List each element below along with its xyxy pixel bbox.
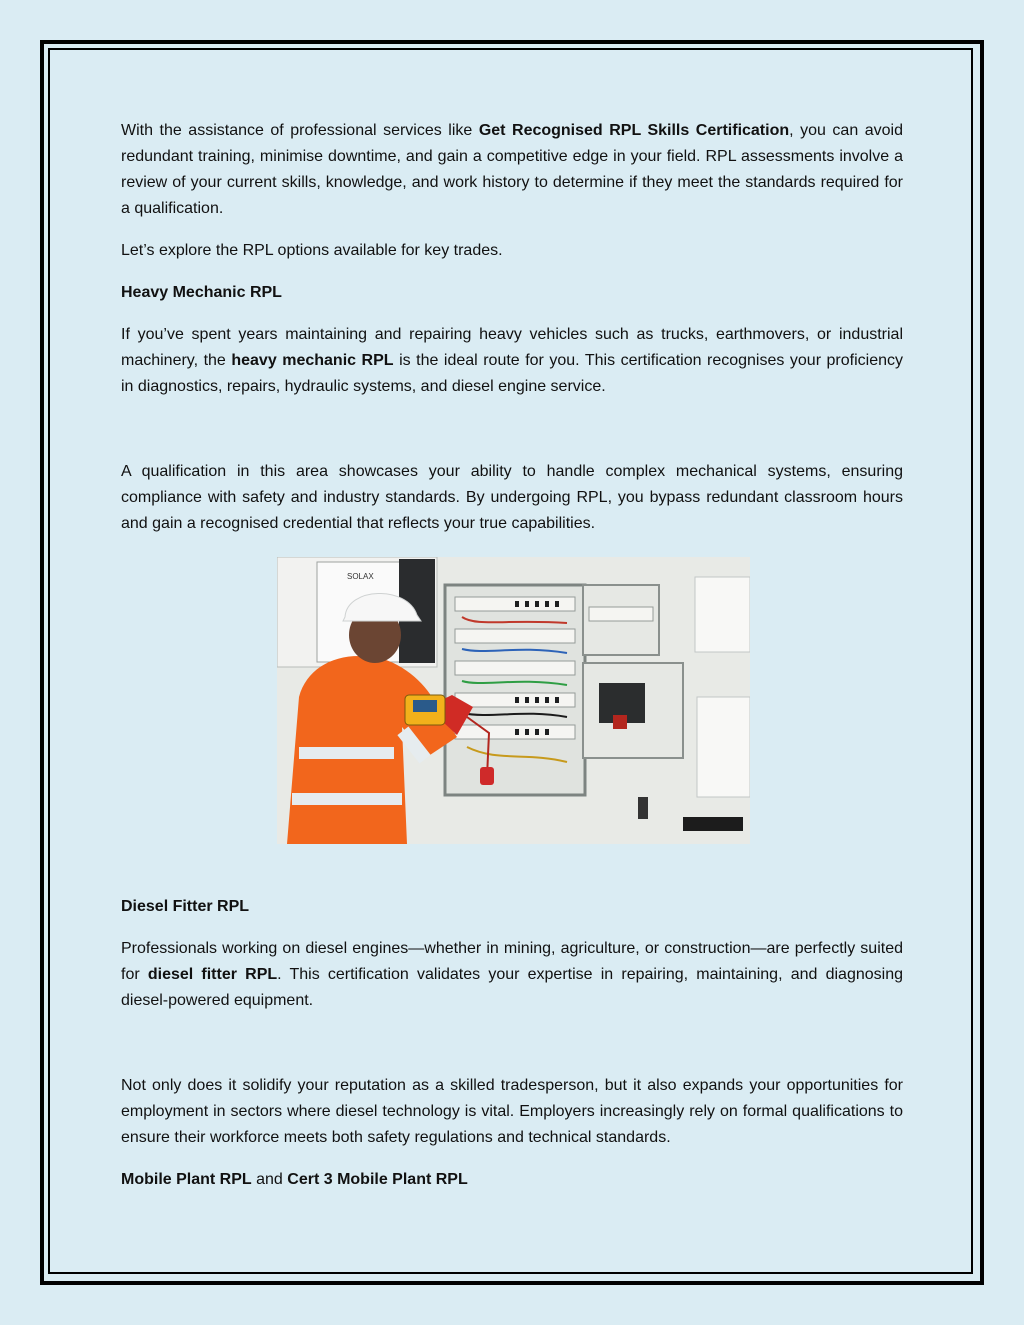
wall-document-1	[695, 577, 750, 652]
heavy-mechanic-paragraph-2: A qualification in this area showcases your ability to handle complex mechanical systems, ensuring compliance with safety and industry standards. By undergoing RPL, you bypass redundant classroom hours and gain a recognised credential that reflects your true capabilities.	[121, 463, 903, 532]
mobile-plant-rpl-link[interactable]: Mobile Plant RPL	[121, 1171, 252, 1188]
diesel-fitter-rpl-link[interactable]: diesel fitter RPL	[147, 966, 278, 983]
mobile-plant-connector: and	[251, 1171, 288, 1188]
photo-illustration	[277, 557, 750, 844]
rpl-certification-link[interactable]: Get Recognised RPL Skills Certification	[478, 122, 790, 139]
heavy-mechanic-heading	[121, 280, 903, 306]
explore-paragraph: Let’s explore the RPL options available for key trades.	[121, 242, 503, 259]
intro-paragraph	[121, 118, 903, 222]
mobile-plant-heading	[121, 1167, 903, 1193]
heavy-mechanic-rpl-link[interactable]: heavy mechanic RPL	[231, 352, 394, 369]
hm-text-before: If you’ve spent years maintaining and repairing heavy vehicles such as trucks, earthmovers, or industrial machinery, the	[121, 326, 903, 369]
diesel-fitter-heading	[121, 894, 903, 920]
switchboard-main	[445, 585, 585, 795]
df-text-before: Professionals working on diesel engines—whether in mining, agriculture, or construction—are perfectly suited for	[121, 940, 903, 983]
intro-text-after: , you can avoid redundant training, minimise downtime, and gain a competitive edge in your field. RPL assessments involve a review of your current skills, knowledge, and work history to determine if they meet the standards required for a qualification.	[121, 122, 904, 217]
inverter-label: SOLAX	[347, 572, 374, 581]
diesel-fitter-paragraph-2: Not only does it solidify your reputation as a skilled tradesperson, but it also expands your opportunities for employment in sectors where diesel technology is vital. Employers increasingly rely on formal qualifications to ensure their workforce meets both safety regulations and technical standards.	[121, 1077, 903, 1146]
diesel-fitter-heading-text: Diesel Fitter RPL	[121, 898, 250, 915]
heavy-mechanic-paragraph-1	[121, 322, 903, 400]
cert3-mobile-plant-rpl-link[interactable]: Cert 3 Mobile Plant RPL	[287, 1171, 468, 1188]
df-text-after: . This certification validates your expertise in repairing, maintaining, and diagnosing diesel-powered equipment.	[121, 966, 903, 1009]
intro-text-before: With the assistance of professional services like	[121, 122, 479, 139]
electrician-switchboard-photo	[277, 557, 750, 844]
wall-document-2	[697, 697, 750, 797]
hm-text-after: is the ideal route for you. This certification recognises your proficiency in diagnostics, repairs, hydraulic systems, and diesel engine service.	[121, 352, 904, 395]
diesel-fitter-paragraph-1	[121, 936, 903, 1014]
heavy-mechanic-heading-text: Heavy Mechanic RPL	[121, 284, 282, 301]
